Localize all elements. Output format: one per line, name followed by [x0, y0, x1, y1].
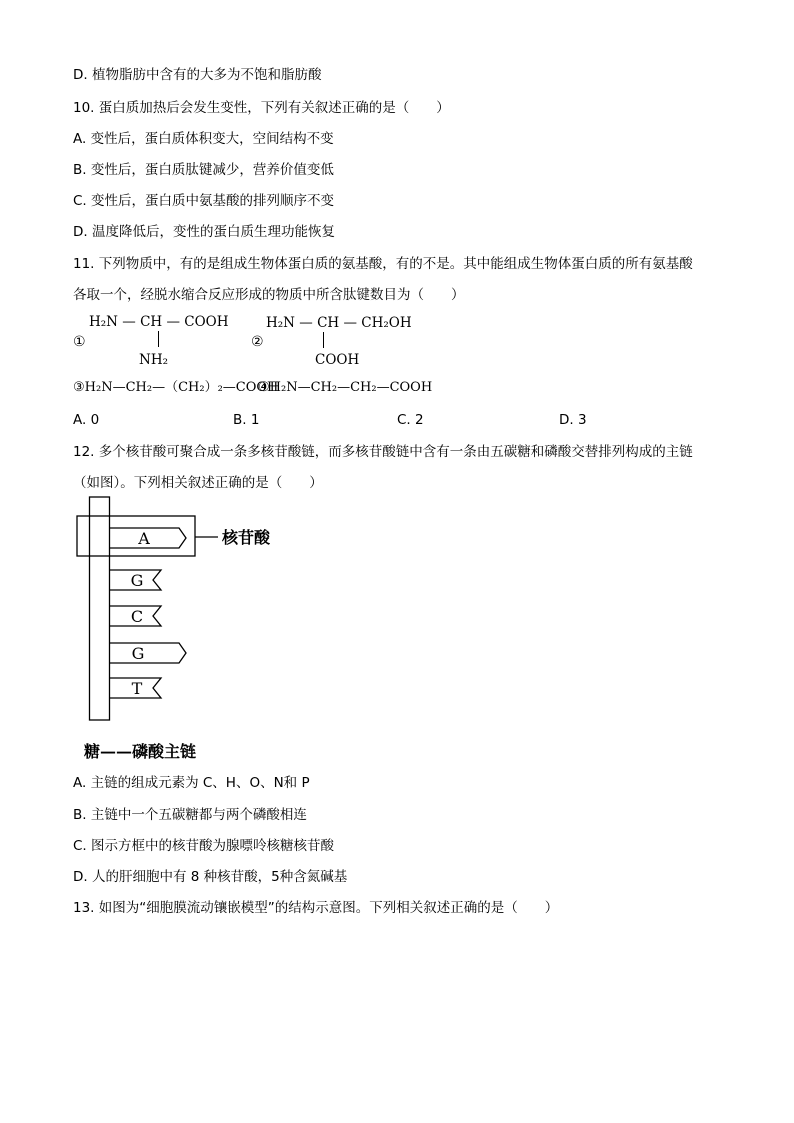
- q12-stem-line1: 12. 多个核苷酸可聚合成一条多核苷酸链，而多核苷酸链中含有一条由五碳糖和磷酸交替排列构成的主链: [73, 444, 693, 460]
- base-a-label: A: [138, 529, 150, 548]
- compound-2-bond: [323, 332, 324, 348]
- nucleotide-box: [77, 516, 195, 556]
- q12-option-a: A. 主链的组成元素为 C、H、O、N和 P: [73, 775, 310, 791]
- q10-option-c: C. 变性后，蛋白质中氨基酸的排列顺序不变: [73, 193, 335, 209]
- base-t-label: T: [131, 679, 143, 698]
- compound-2-number: ②: [251, 334, 264, 350]
- nucleotide-chain-figure: [70, 495, 330, 770]
- q10-option-b: B. 变性后，蛋白质肽键减少，营养价值变低: [73, 162, 334, 178]
- q12-option-d: D. 人的肝细胞中有 8 种核苷酸，5种含氮碱基: [73, 869, 348, 885]
- compound-2-branch: COOH: [315, 352, 360, 368]
- q9-option-d: D. 植物脂肪中含有的大多为不饱和脂肪酸: [73, 67, 322, 83]
- q12-option-b: B. 主链中一个五碳糖都与两个磷酸相连: [73, 807, 307, 823]
- q12-stem-line2: （如图）。下列相关叙述正确的是（ ）: [73, 475, 323, 491]
- compound-1-branch: NH₂: [139, 352, 168, 368]
- q11-compound-3: ③H₂N—CH₂—（CH₂）₂—COOH: [73, 380, 279, 395]
- q11-compound-4: ④H₂N—CH₂—CH₂—COOH: [258, 380, 433, 395]
- q13-stem: 13. 如图为“细胞膜流动镶嵌模型”的结构示意图。下列相关叙述正确的是（ ）: [73, 900, 559, 916]
- base-c-label: C: [130, 607, 144, 626]
- q10-stem: 10. 蛋白质加热后会发生变性，下列有关叙述正确的是（ ）: [73, 100, 450, 116]
- q11-stem-line2: 各取一个，经脱水缩合反应形成的物质中所含肽键数目为（ ）: [73, 287, 465, 303]
- backbone: [90, 497, 110, 720]
- q11-stem-line1: 11. 下列物质中，有的是组成生物体蛋白质的氨基酸，有的不是。其中能组成生物体蛋白质的所有氨基酸: [73, 256, 693, 272]
- q10-option-a: A. 变性后，蛋白质体积变大，空间结构不变: [73, 131, 334, 147]
- q10-option-d: D. 温度降低后，变性的蛋白质生理功能恢复: [73, 224, 335, 240]
- backbone-label: 糖——磷酸主链: [84, 742, 197, 761]
- compound-1-main: H₂N — CH — COOH: [89, 314, 229, 330]
- q11-option-d: D. 3: [559, 412, 587, 428]
- base-g-label: G: [130, 571, 144, 590]
- compound-2-main: H₂N — CH — CH₂OH: [266, 315, 412, 331]
- base-g2-label: G: [131, 644, 145, 663]
- q11-option-c: C. 2: [397, 412, 424, 428]
- q11-option-b: B. 1: [233, 412, 260, 428]
- base-g2-shape: [110, 643, 187, 663]
- nucleotide-label: 核苷酸: [222, 528, 271, 547]
- compound-1-number: ①: [73, 334, 86, 350]
- compound-1-bond: [158, 331, 159, 347]
- q11-option-a: A. 0: [73, 412, 100, 428]
- q12-option-c: C. 图示方框中的核苷酸为腺嘌呤核糖核苷酸: [73, 838, 335, 854]
